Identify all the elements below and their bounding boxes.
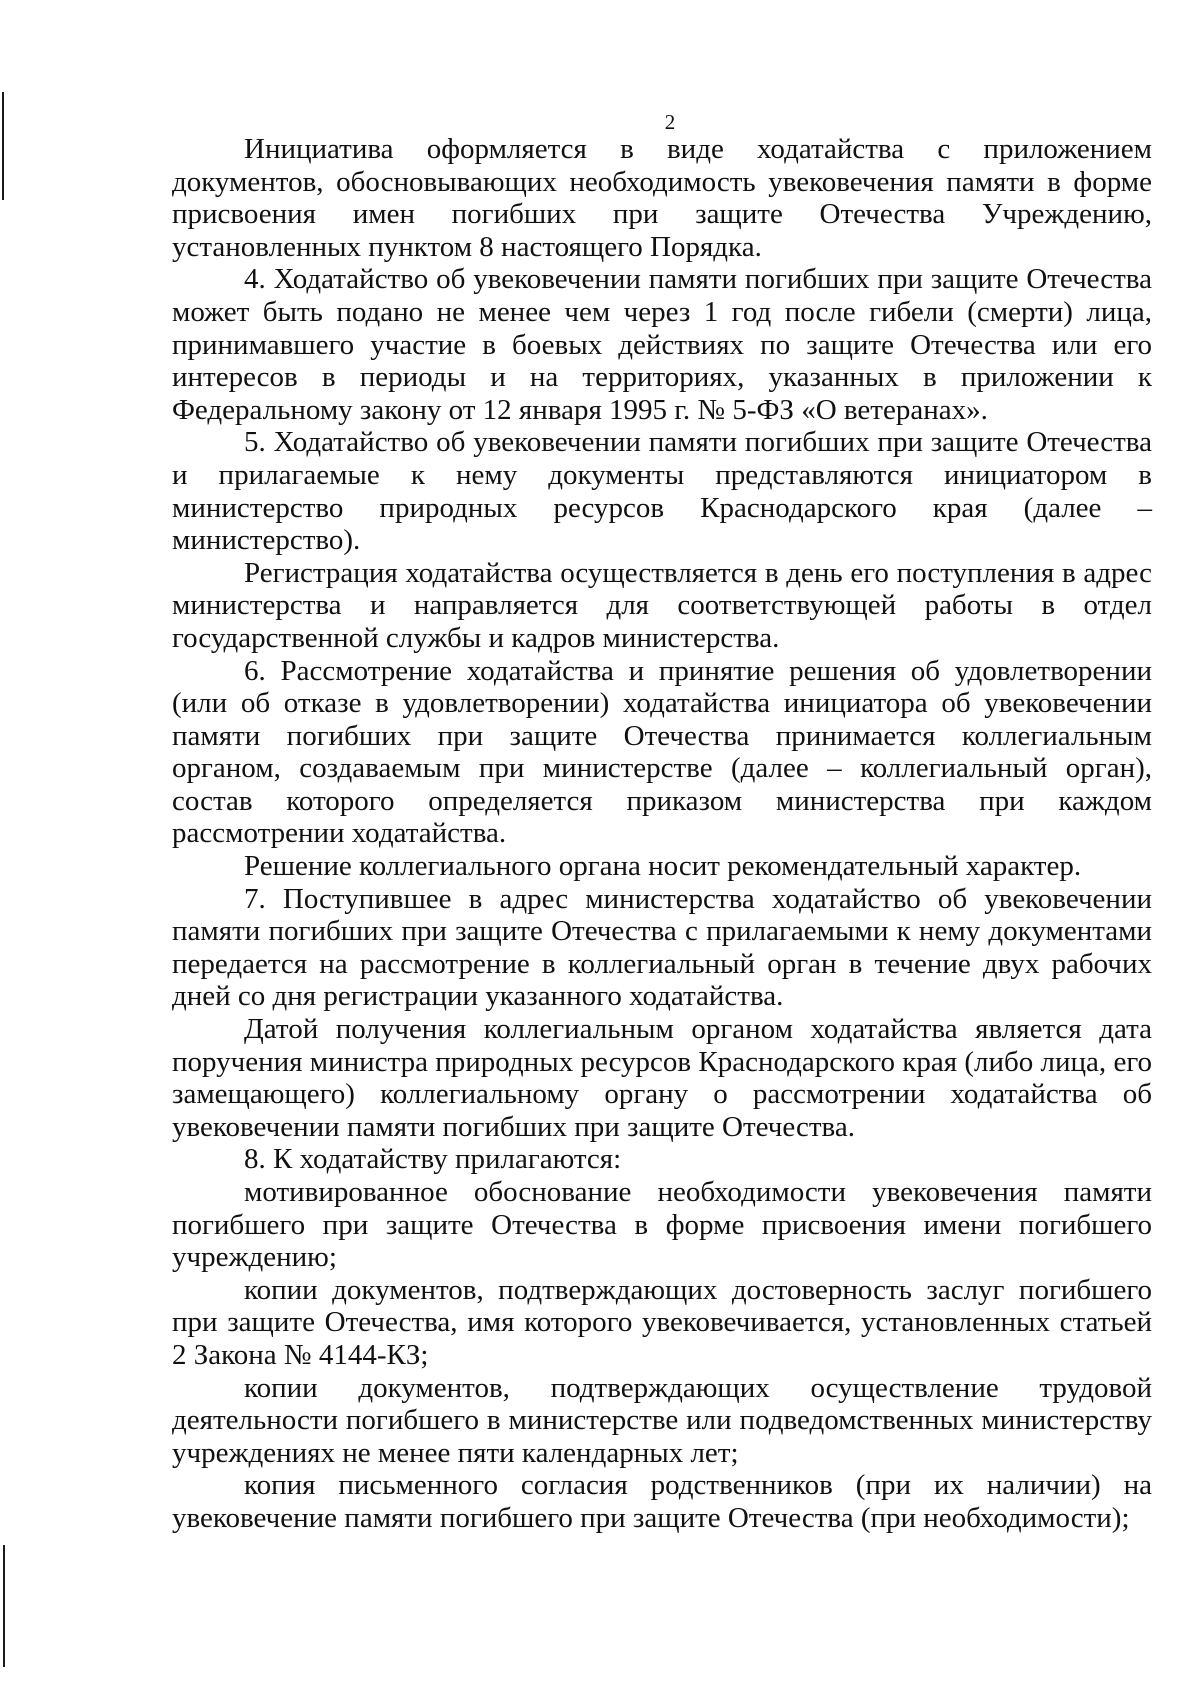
paragraph-attachment-merit-copies: копии документов, подтверждающих достоверность заслуг погибшего при защите Отечества, имя которого увековечивается, установленных статьей 2 Закона № 4144-КЗ; <box>172 1273 1152 1371</box>
scan-edge-mark <box>2 92 4 200</box>
paragraph-registration: Регистрация ходатайства осуществляется в день его поступления в адрес министерства и направляется для соответствующей работы в отдел государственной службы и кадров министерства. <box>172 556 1152 654</box>
paragraph-item-4: 4. Ходатайство об увековечении памяти погибших при защите Отечества может быть подано не менее чем через 1 год после гибели (смерти) лица, принимавшего участие в боевых действиях по защите Отечества или его интересов в периоды и на территориях, указанных в приложении к Федеральному закону от 12 января 1995 г. № 5-ФЗ «О ветеранах». <box>172 263 1152 426</box>
paragraph-receipt-date: Датой получения коллегиальным органом ходатайства является дата поручения министра природных ресурсов Краснодарского края (либо лица, его замещающего) коллегиальному органу о рассмотрении ходатайства об увековечении памяти погибших при защите Отечества. <box>172 1013 1152 1143</box>
paragraph-decision: Решение коллегиального органа носит рекомендательный характер. <box>244 850 1082 883</box>
paragraph-attachment-relatives-consent: копия письменного согласия родственников (при их наличии) на увековечение памяти погибшего при защите Отечества (при необходимости); <box>172 1469 1152 1534</box>
paragraph-item-6: 6. Рассмотрение ходатайства и принятие решения об удовлетворении (или об отказе в удовлетворении) ходатайства инициатора об увековечении памяти погибших при защите Отечества принимается коллегиальным органом, создаваемым при министерстве (далее – коллегиальный орган), состав которого определяется приказом министерства при каждом рассмотрении ходатайства. <box>172 654 1152 850</box>
paragraph-attachment-justification: мотивированное обоснование необходимости увековечения памяти погибшего при защите Отечества в форме присвоения имени погибшего учреждению; <box>172 1176 1152 1274</box>
document-body <box>172 133 1152 1535</box>
scan-edge-mark <box>3 1545 5 1667</box>
paragraph-item-8: 8. К ходатайству прилагаются: <box>244 1143 622 1176</box>
page-number: 2 <box>664 110 676 134</box>
paragraph-item-7: 7. Поступившее в адрес министерства ходатайство об увековечении памяти погибших при защите Отечества с прилагаемыми к нему документами передается на рассмотрение в коллегиальный орган в течение двух рабочих дней со дня регистрации указанного ходатайства. <box>172 882 1152 1013</box>
paragraph-item-5: 5. Ходатайство об увековечении памяти погибших при защите Отечества и прилагаемые к нему документы представляются инициатором в министерство природных ресурсов Краснодарского края (далее – министерство). <box>172 426 1152 557</box>
paragraph-attachment-employment-copies: копии документов, подтверждающих осуществление трудовой деятельности погибшего в министерстве или подведомственных министерству учреждениях не менее пяти календарных лет; <box>172 1371 1152 1469</box>
paragraph-initiative: Инициатива оформляется в виде ходатайства с приложением документов, обосновывающих необходимость увековечения памяти в форме присвоения имен погибших при защите Отечества Учреждению, установленных пунктом 8 настоящего Порядка. <box>172 133 1152 263</box>
